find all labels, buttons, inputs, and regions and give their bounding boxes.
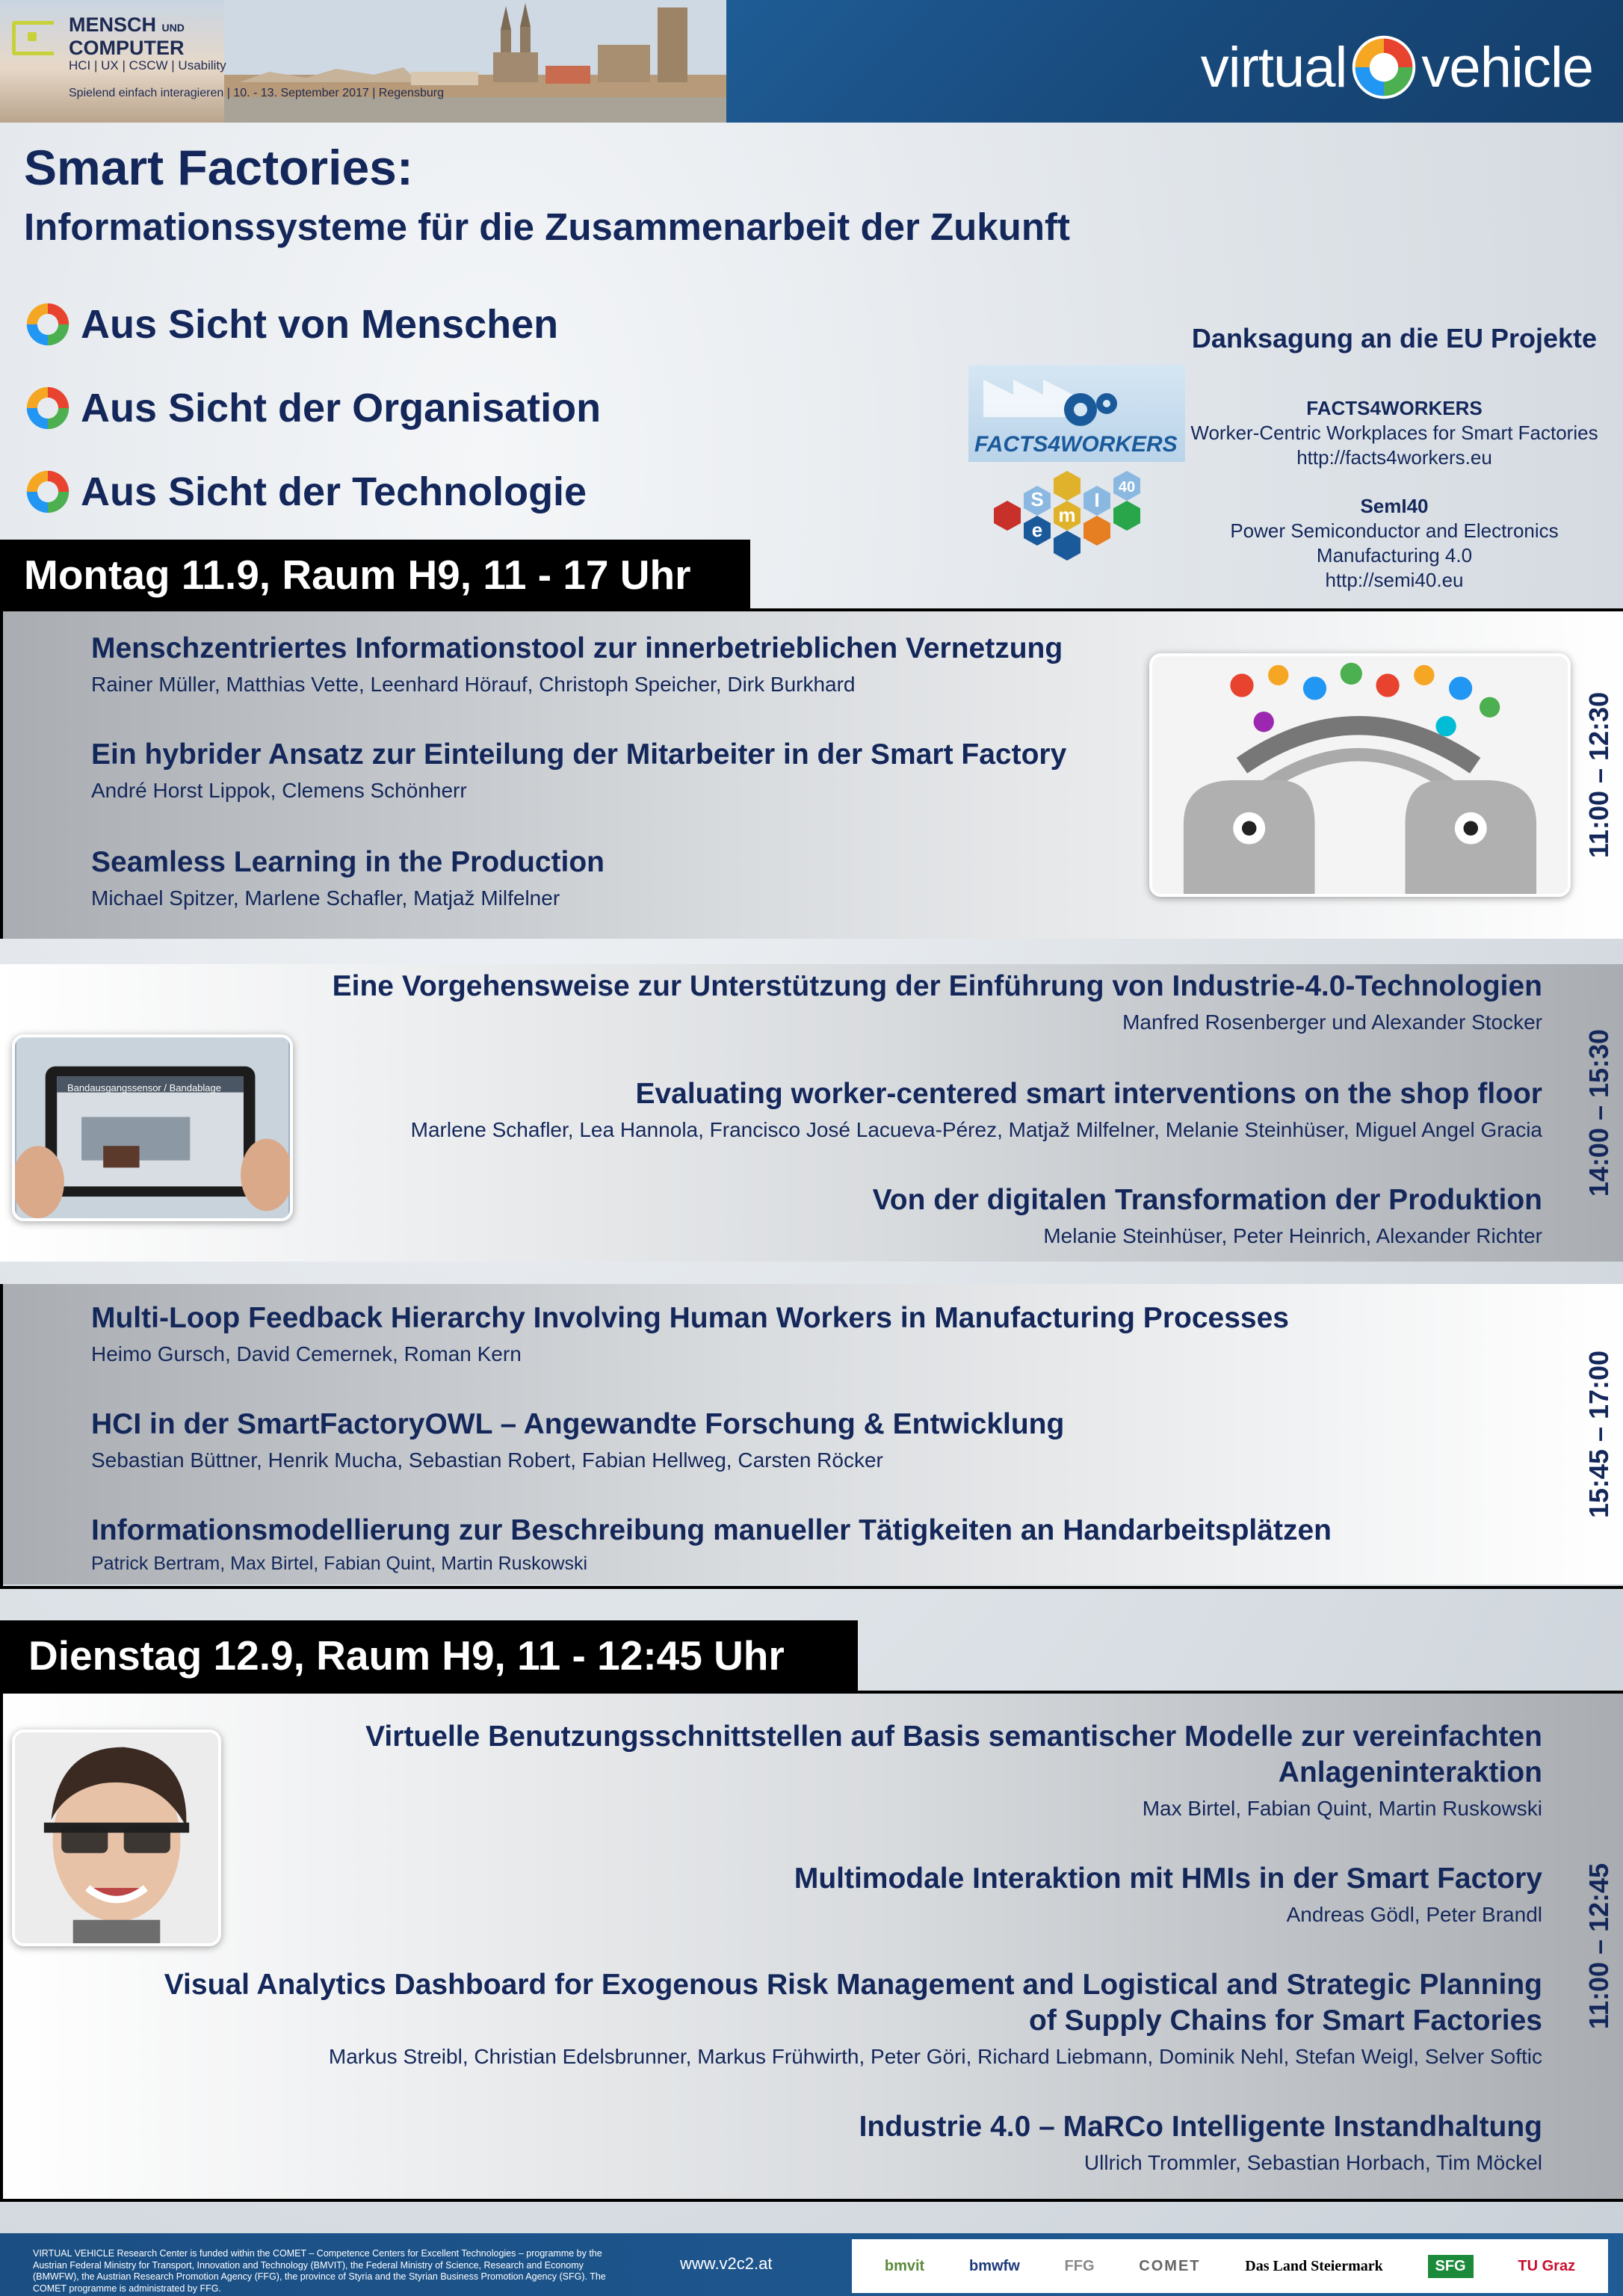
talk-title: Virtuelle Benutzungsschnittstellen auf Basis semantischer Modelle zur vereinfachten bbox=[365, 1721, 1542, 1753]
talk bbox=[91, 737, 1066, 804]
mensch-computer-logo-icon bbox=[12, 21, 54, 55]
ack-project bbox=[1166, 396, 1623, 470]
talk-title: Multi-Loop Feedback Hierarchy Involving Human Workers in Manufacturing Processes bbox=[91, 1302, 1289, 1334]
project-desc: Power Semiconductor and Electronics bbox=[1230, 519, 1559, 542]
ffg-logo: FFG bbox=[1064, 2257, 1095, 2274]
tablet-screen-label: Bandausgangssensor / Bandablage bbox=[67, 1082, 221, 1093]
talk-authors: Patrick Bertram, Max Birtel, Fabian Quint, Martin Ruskowski bbox=[91, 1553, 588, 1574]
acknowledgement-panel bbox=[1166, 323, 1623, 617]
talk-title: Von der digitalen Transformation der Produktion bbox=[872, 1184, 1542, 1216]
ack-project bbox=[1166, 494, 1623, 593]
project-desc: Manufacturing 4.0 bbox=[1316, 544, 1473, 567]
vv-ring-icon bbox=[1348, 31, 1420, 103]
time-slot-label: 15:45 – 17:00 bbox=[1583, 1350, 1614, 1519]
session-block bbox=[0, 611, 1623, 939]
talk-title: Ein hybrider Ansatz zur Einteilung der Mitarbeiter in der Smart Factory bbox=[91, 738, 1067, 771]
talk bbox=[859, 2109, 1542, 2176]
talk-authors: Marlene Schafler, Lea Hannola, Francisco José Lacueva-Pérez, Matjaž Milfelner, Melanie Steinhüser, Miguel Angel Gracia bbox=[410, 1118, 1542, 1141]
bmvit-logo: bmvit bbox=[884, 2257, 925, 2274]
heads-exchange-icon bbox=[1152, 656, 1568, 894]
smart-glasses-woman-image bbox=[12, 1729, 221, 1946]
talk bbox=[91, 1407, 1064, 1474]
semi-letter: e bbox=[1031, 519, 1043, 541]
talk-title: Visual Analytics Dashboard for Exogenous Risk Management and Logistical and Strategic Planning bbox=[164, 1969, 1542, 2001]
regensburg-skyline-image bbox=[224, 0, 726, 123]
heads-illustration-image bbox=[1149, 653, 1571, 897]
poster-subtitle: Informationssysteme für die Zusammenarbeit der Zukunft bbox=[24, 206, 1070, 248]
semi-letter: S bbox=[1030, 488, 1044, 510]
talk bbox=[164, 1967, 1542, 2070]
ring-bullet-icon bbox=[24, 300, 72, 348]
time-slot-label: 11:00 – 12:30 bbox=[1583, 691, 1614, 859]
funding-notice: VIRTUAL VEHICLE Research Center is funded within the COMET – Competence Centers for Excellent Technologies – programme by the Austrian Federal Ministry for Transport, Innovation and Technology (BMVIT), the Federal Ministry of Science, Research and Economy (BMWFW), the Austrian Research Promotion Agency (FFG), the province of Styria and the Styrian Business Promotion Agency (SFG). The COMET programme is administrated by FFG. bbox=[33, 2248, 606, 2294]
sponsor-logos bbox=[852, 2239, 1608, 2293]
footer-url[interactable]: www.v2c2.at bbox=[680, 2254, 773, 2273]
project-desc: Worker-Centric Workplaces for Smart Factories bbox=[1190, 422, 1598, 444]
tablet-factory-image bbox=[12, 1034, 293, 1221]
talk-title: Anlageninteraktion bbox=[1278, 1756, 1542, 1789]
perspective-item bbox=[24, 366, 601, 450]
talk-authors: Rainer Müller, Matthias Vette, Leenhard Hörauf, Christoph Speicher, Dirk Burkhard bbox=[91, 673, 856, 696]
talk bbox=[411, 1076, 1542, 1144]
talk-authors: Melanie Steinhüser, Peter Heinrich, Alexander Richter bbox=[1043, 1224, 1542, 1247]
semi-letter: 40 bbox=[1118, 479, 1136, 496]
project-url[interactable]: http://semi40.eu bbox=[1325, 569, 1464, 591]
mc-subtitle: HCI | UX | CSCW | Usability bbox=[69, 58, 226, 72]
ring-bullet-icon bbox=[24, 468, 72, 516]
project-url[interactable]: http://facts4workers.eu bbox=[1296, 446, 1492, 469]
tu-graz-logo: TU Graz bbox=[1518, 2257, 1576, 2274]
ack-title: Danksagung an die EU Projekte bbox=[1191, 323, 1598, 354]
talk-title: Industrie 4.0 – MaRCo Intelligente Instandhaltung bbox=[859, 2111, 1542, 2143]
talk-authors: Max Birtel, Fabian Quint, Martin Ruskowski bbox=[1142, 1797, 1542, 1820]
talk bbox=[91, 631, 1063, 698]
talk bbox=[873, 1182, 1542, 1250]
time-slot-label: 14:00 – 15:30 bbox=[1583, 1028, 1614, 1197]
talk-title: Seamless Learning in the Production bbox=[91, 846, 605, 878]
talk-title: Eine Vorgehensweise zur Unterstützung der Einführung von Industrie-4.0-Technologien bbox=[332, 970, 1542, 1002]
session-header-monday: Montag 11.9, Raum H9, 11 - 17 Uhr bbox=[0, 540, 750, 610]
talk bbox=[365, 1719, 1542, 1822]
time-slot-label: 11:00 – 12:45 bbox=[1583, 1863, 1614, 2030]
virtual-vehicle-banner bbox=[726, 0, 1623, 123]
semi-letter: I bbox=[1094, 489, 1100, 511]
session-header-tuesday: Dienstag 12.9, Raum H9, 11 - 12:45 Uhr bbox=[0, 1620, 858, 1691]
footer bbox=[0, 2233, 1623, 2296]
talk-authors: Markus Streibl, Christian Edelsbrunner, Markus Frühwirth, Peter Göri, Richard Liebmann, Dominik Nehl, Stefan Weigl, Selver Softic bbox=[328, 2045, 1542, 2068]
talk-title: Multimodale Interaktion mit HMIs in der Smart Factory bbox=[794, 1863, 1542, 1895]
talk-authors: Ullrich Trommler, Sebastian Horbach, Tim Möckel bbox=[1083, 2151, 1542, 2174]
talk-title: HCI in der SmartFactoryOWL – Angewandte Forschung & Entwicklung bbox=[91, 1408, 1065, 1440]
smart-glasses-icon bbox=[15, 1732, 218, 1943]
perspective-item bbox=[24, 283, 601, 366]
project-name: FACTS4WORKERS bbox=[1306, 397, 1483, 419]
facts4workers-logo-text: FACTS4WORKERS bbox=[974, 432, 1178, 457]
divider bbox=[0, 1586, 1623, 1589]
virtual-vehicle-logo bbox=[1201, 31, 1593, 103]
ring-bullet-icon bbox=[24, 384, 72, 432]
vv-text-left: virtual bbox=[1200, 35, 1347, 99]
steiermark-logo: Das Land Steiermark bbox=[1245, 2257, 1383, 2274]
bmwfw-logo: bmwfw bbox=[968, 2257, 1020, 2274]
divider bbox=[0, 2199, 1623, 2202]
talk-title: of Supply Chains for Smart Factories bbox=[1029, 2005, 1542, 2037]
semi-letter: m bbox=[1058, 504, 1076, 526]
header-banner bbox=[0, 0, 1623, 123]
talk-authors: Michael Spitzer, Marlene Schafler, Matjaž Milfelner bbox=[91, 886, 560, 910]
vv-text-right: vehicle bbox=[1421, 35, 1593, 99]
tablet-icon bbox=[15, 1037, 290, 1218]
session-block bbox=[0, 1694, 1623, 2199]
divider bbox=[0, 611, 3, 939]
divider bbox=[0, 1284, 3, 1589]
divider bbox=[0, 1694, 3, 2202]
talk-authors: Manfred Rosenberger und Alexander Stocker bbox=[1122, 1010, 1542, 1034]
talk-title: Evaluating worker-centered smart interventions on the shop floor bbox=[635, 1078, 1542, 1110]
sfg-logo: SFG bbox=[1428, 2255, 1474, 2278]
talk-authors: Sebastian Büttner, Henrik Mucha, Sebastian Robert, Fabian Hellweg, Carsten Röcker bbox=[91, 1448, 883, 1472]
facts4workers-logo bbox=[968, 365, 1185, 462]
perspective-list bbox=[24, 283, 601, 534]
perspective-label: Aus Sicht von Menschen bbox=[81, 302, 559, 347]
talk-authors: André Horst Lippok, Clemens Schönherr bbox=[91, 779, 467, 802]
talk bbox=[91, 845, 605, 912]
talk bbox=[333, 969, 1542, 1036]
mc-title: MENSCH UND COMPUTER bbox=[69, 13, 185, 59]
perspective-item bbox=[24, 450, 601, 534]
talk-title: Informationsmodellierung zur Beschreibung manueller Tätigkeiten an Handarbeitsplätzen bbox=[91, 1514, 1332, 1546]
semi40-logo bbox=[968, 471, 1185, 590]
talk bbox=[794, 1861, 1542, 1928]
poster-title: Smart Factories: bbox=[24, 140, 413, 195]
talk-title: Menschzentriertes Informationstool zur innerbetrieblichen Vernetzung bbox=[91, 632, 1063, 664]
session-block bbox=[0, 1284, 1623, 1584]
mc-tagline: Spielend einfach interagieren | 10. - 13. September 2017 | Regensburg bbox=[69, 87, 444, 99]
perspective-label: Aus Sicht der Organisation bbox=[81, 386, 602, 430]
comet-logo: COMET bbox=[1139, 2257, 1201, 2274]
talk-authors: Andreas Gödl, Peter Brandl bbox=[1286, 1903, 1542, 1926]
talk bbox=[91, 1300, 1289, 1368]
mensch-computer-banner bbox=[0, 0, 726, 123]
perspective-label: Aus Sicht der Technologie bbox=[81, 469, 587, 514]
talk-authors: Heimo Gursch, David Cemernek, Roman Kern bbox=[91, 1342, 522, 1365]
project-name: SemI40 bbox=[1360, 495, 1429, 517]
talk bbox=[91, 1513, 1332, 1577]
